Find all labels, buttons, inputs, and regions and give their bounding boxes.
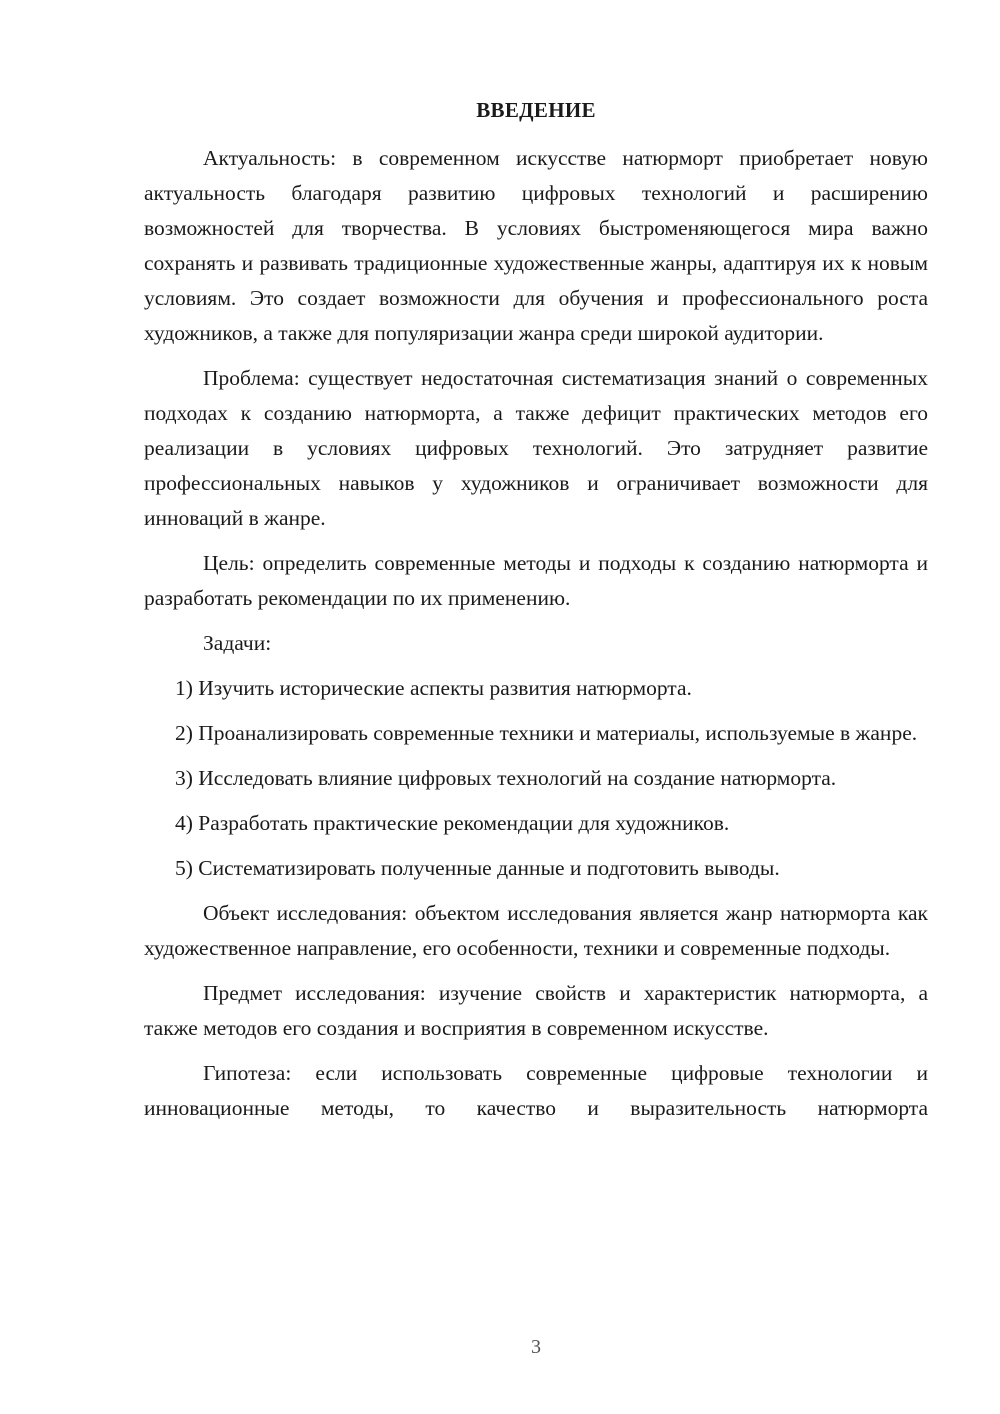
page-number: 3 xyxy=(531,1336,541,1358)
paragraph-relevance: Актуальность: в современном искусстве натюрморт приобретает новую актуальность благодаря развитию цифровых технологий и расширению возможностей для творчества. В условиях быстроменяющегося мира важно сохранять и развивать традиционные художественные жанры, адаптируя их к новым условиям. Это создает возможности для обучения и профессионального роста художников, а также для популяризации жанра среди широкой аудитории. xyxy=(144,146,928,345)
task-item-2: 2) Проанализировать современные техники и материалы, используемые в жанре. xyxy=(175,721,918,745)
page-title: ВВЕДЕНИЕ xyxy=(476,98,596,122)
task-item-4: 4) Разработать практические рекомендации для художников. xyxy=(175,811,730,835)
paragraph-tasks-heading: Задачи: xyxy=(203,631,272,655)
paragraph-goal: Цель: определить современные методы и подходы к созданию натюрморта и разработать рекомендации по их применению. xyxy=(144,551,928,610)
task-item-5: 5) Систематизировать полученные данные и подготовить выводы. xyxy=(175,856,780,880)
paragraph-problem: Проблема: существует недостаточная систематизация знаний о современных подходах к созданию натюрморта, а также дефицит практических методов его реализации в условиях цифровых технологий. Это затрудняет развитие профессиональных навыков у художников и ограничивает возможности для инноваций в жанре. xyxy=(144,366,928,530)
paragraph-subject: Предмет исследования: изучение свойств и характеристик натюрморта, а также методов его создания и восприятия в современном искусстве. xyxy=(144,981,928,1040)
document-body xyxy=(144,141,928,1126)
paragraph-hypothesis: Гипотеза: если использовать современные цифровые технологии и инновационные методы, то качество и выразительность натюрморта xyxy=(144,1061,928,1120)
paragraph-object: Объект исследования: объектом исследования является жанр натюрморта как художественное направление, его особенности, техники и современные подходы. xyxy=(144,901,928,960)
task-item-3: 3) Исследовать влияние цифровых технологий на создание натюрморта. xyxy=(175,766,837,790)
task-item-1: 1) Изучить исторические аспекты развития натюрморта. xyxy=(175,676,692,700)
document-page xyxy=(144,0,928,1414)
